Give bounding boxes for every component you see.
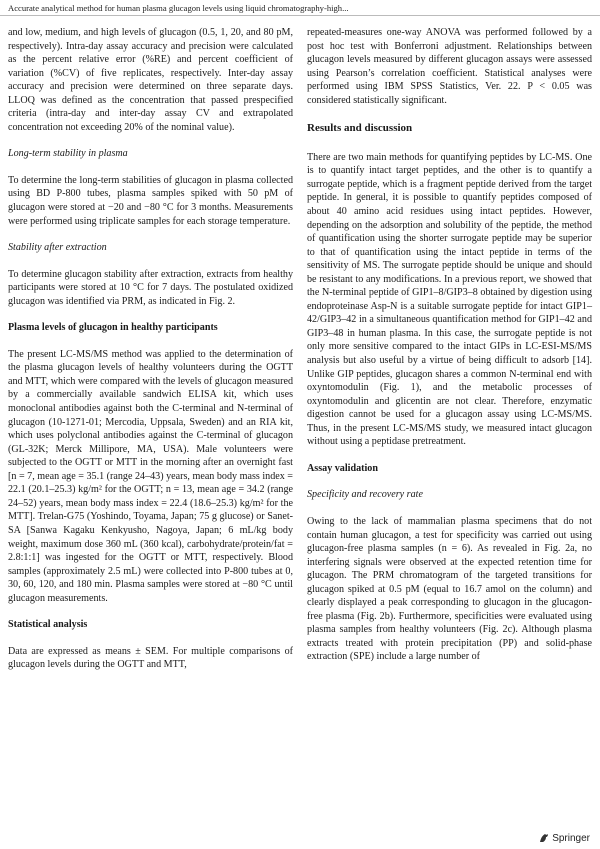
section-heading: Assay validation	[307, 462, 378, 474]
right-column	[307, 26, 592, 664]
subsection-heading: Specificity and recovery rate	[307, 489, 423, 501]
section-heading: Statistical analysis	[8, 619, 88, 631]
paragraph: and low, medium, and high levels of glucagon (0.5, 1, 20, and 80 pM, respectively). Intra-day assay accuracy and precision were calculated as the percent relative error (%RE) and percent coefficient of variation (%CV) of five replicates, respectively. Inter-day assay accuracy and precision were determined on three separate days. LLOQ was defined as the concentration that passed prespecified criteria (intra-day and inter-day assay CV and extrapolated concentration not exceeding 20% of the nominal value).	[8, 27, 293, 133]
page-footer	[538, 832, 590, 844]
section-heading: Results and discussion	[307, 122, 413, 135]
left-column	[8, 26, 293, 672]
subsection-heading: Stability after extraction	[8, 242, 107, 254]
paragraph: There are two main methods for quantifying peptides by LC-MS. One is to quantify intact target peptides, and the other is to quantify a surrogate peptide, which is a fragment peptide derived from the target peptide. In general, it is possible to quantify peptides composed of about 40 amino acid residues using intact peptides. However, depending on the adsorption and solubility of the peptide, the method of quantification using the shorter surrogate peptide may be superior to that of quantification using the intact peptide in terms of the sensitivity of MS. The surrogate peptide should be unique and should be resistant to any modifications. In a previous report, we showed that the N-terminal peptide of GIP1–8/GIP3–8 obtained by digestion using endoproteinase Asp-N is a suitable surrogate peptide for intact GIP1–42/GIP3–42 in a simultaneous quantification method for GIP1–42 and GIP3–48 in human plasma. In this case, the surrogate peptide is not only more sensitive compared to the intact GIPs in LC-ESI-MS/MS analysis but also useful by a virtue of being difficult to adsorb [14]. Unlike GIP peptides, glucagon shares a common N-terminal end with oxyntomodulin (Fig. 1), and the metabolic processes of oxyntomodulin and glicentin are not clear. Therefore, enzymatic digestion cannot be used for a glucagon assay using LC-MS/MS. Thus, in the present LC-MS/MS study, we measured intact glucagon without using a peptidase pretreatment.	[307, 151, 592, 448]
publisher-name: Springer	[552, 832, 590, 844]
springer-horse-icon	[538, 832, 550, 844]
paragraph: Data are expressed as means ± SEM. For multiple comparisons of glucagon levels during the OGTT and MTT,	[8, 645, 293, 671]
subsection-heading: Long-term stability in plasma	[8, 148, 128, 160]
section-heading: Plasma levels of glucagon in healthy participants	[8, 322, 218, 334]
publisher-logo	[538, 832, 590, 844]
paragraph: repeated-measures one-way ANOVA was performed followed by a post hoc test with Bonferroni adjustment. Relationships between glucagon levels measured by different glucagon assays were assessed using Pearson’s correlation coefficient. Statistical analyses were performed using IBM SPSS Statistics, Ver. 22. P < 0.05 was considered statistically significant.	[307, 27, 592, 106]
paragraph: To determine the long-term stabilities of glucagon in plasma collected using BD P-800 tubes, plasma samples spiked with 50 pM of glucagon were stored at −20 and −80 °C for 3 months. Measurements were performed using triplicate samples for each storage temperature.	[8, 174, 293, 227]
paragraph: The present LC-MS/MS method was applied to the determination of the plasma glucagon levels of healthy volunteers during the OGTT and MTT, which were compared with the levels of glucagon measured by a commercially available sandwich ELISA kit, which uses monoclonal antibodies against both the C-terminal and N-terminal of glucagon (10-1271-01; Mercodia, Uppsala, Sweden) and an RIA kit, which uses polyclonal antibodies against the C-terminal of glucagon (GL-32K; Merck Millipore, MA, USA). Male volunteers were subjected to the OGTT or MTT in the morning after an overnight fast [n = 7, mean age = 35.1 (range 24–43) years, mean body mass index = 22.1 (20.1–25.3) kg/m² for the OGTT; n = 13, mean age = 34.2 (range 24–52) years, mean body mass index = 22.4 (18.6–25.3) kg/m² for the MTT]. Trelan-G75 (Yoshindo, Toyama, Japan; 75 g glucose) or Sanet-SA [Sanwa Kagaku Kenkyusho, Nagoya, Japan; 6 mL/kg body weight, maximum dose 360 mL (360 kcal), carbohydrate/protein/fat = 2.8:1:1] was ingested for the OGTT or MTT, respectively. Blood samples (approximately 2.5 mL) were collected into P-800 tubes at 0, 30, 60, 120, and 180 min. Plasma samples were stored at −80 °C until glucagon measurements.	[8, 348, 293, 604]
paragraph: To determine glucagon stability after extraction, extracts from healthy participants were stored at 10 °C for 7 days. The postulated oxidized glucagon was identified via PRM, as indicated in Fig. 2.	[8, 268, 293, 307]
running-head: Accurate analytical method for human plasma glucagon levels using liquid chromatography-high...	[8, 3, 349, 13]
header-rule	[0, 15, 600, 16]
paragraph: Owing to the lack of mammalian plasma specimens that do not contain human glucagon, a test for specificity was carried out using glucagon-free plasma samples (n = 6). As revealed in Fig. 2a, no interfering signals were observed at the expected retention time for glucagon. The PRM chromatogram of the targeted transitions for glucagon spiked at 0.5 pM (equal to 16.7 amol on the column) and clearly displayed a peak corresponding to glucagon in the glucagon-free plasma (Fig. 2b). Furthermore, specificities were evaluated using plasma samples from healthy volunteers (Fig. 2c). Although plasma extracts treated with protein precipitation (PP) and solid-phase extraction (SPE) include a large number of	[307, 515, 592, 663]
